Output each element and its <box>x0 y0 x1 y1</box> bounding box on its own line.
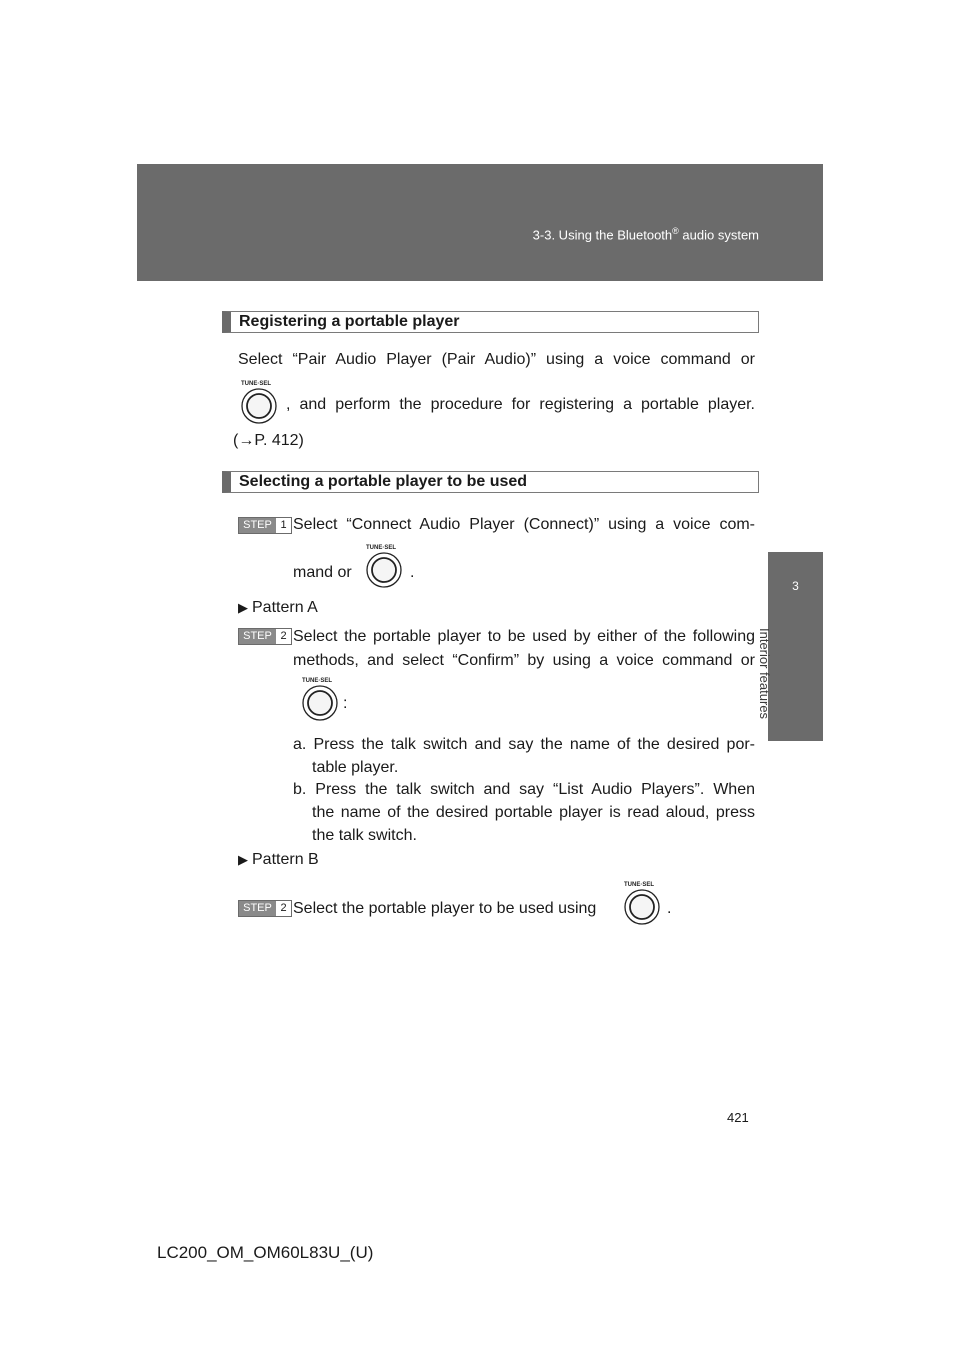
svg-text:TUNE·SEL: TUNE·SEL <box>302 678 332 684</box>
list-item-a-line-1: a. Press the talk switch and say the name of the desired por- <box>293 736 755 753</box>
step2a-line-1: Select the portable player to be used by either of the following <box>293 628 755 645</box>
step1-line-2: mand or <box>293 564 352 581</box>
svg-text:TUNE·SEL: TUNE·SEL <box>624 882 654 888</box>
heading-selecting: Selecting a portable player to be used <box>222 471 759 493</box>
triangle-right-icon: ▶ <box>238 600 248 615</box>
list-item-b-line-2: the name of the desired portable player is read aloud, press <box>312 804 755 821</box>
step2a-line-2: methods, and select “Confirm” by using a voice command or <box>293 652 755 669</box>
step-badge: STEP 2 <box>238 628 292 645</box>
arrow-right-icon: → <box>238 432 255 449</box>
tune-sel-knob-icon <box>622 879 662 927</box>
chapter-label: Interior features <box>757 628 772 720</box>
register-line-2: , and perform the procedure for registering a portable player. <box>286 396 755 413</box>
list-item-b-line-3: the talk switch. <box>312 827 417 844</box>
step-badge: STEP 2 <box>238 900 292 917</box>
chapter-header <box>137 164 823 281</box>
list-item-a-line-2: table player. <box>312 759 399 776</box>
tune-sel-knob-icon <box>364 542 404 590</box>
pattern-b: ▶ Pattern B <box>238 851 319 868</box>
tune-sel-knob-icon <box>239 378 279 426</box>
page-number: 421 <box>727 1110 749 1125</box>
step2a-colon: : <box>343 695 348 712</box>
triangle-right-icon: ▶ <box>238 852 248 867</box>
svg-text:TUNE·SEL: TUNE·SEL <box>241 381 271 387</box>
chapter-tab <box>768 552 823 741</box>
tune-sel-knob-icon <box>300 675 340 723</box>
step-badge: STEP 1 <box>238 517 292 534</box>
register-page-ref: (→P. 412) <box>233 432 304 449</box>
section-title: 3-3. Using the Bluetooth® audio system <box>532 226 759 243</box>
step2b-period: . <box>667 900 672 917</box>
chapter-number: 3 <box>792 579 799 593</box>
svg-text:TUNE·SEL: TUNE·SEL <box>366 545 396 551</box>
pattern-a: ▶ Pattern A <box>238 599 318 616</box>
step1-line-1: Select “Connect Audio Player (Connect)” using a voice com- <box>293 516 755 533</box>
heading-registering: Registering a portable player <box>222 311 759 333</box>
register-line-1: Select “Pair Audio Player (Pair Audio)” using a voice command or <box>238 351 755 368</box>
step1-period: . <box>410 564 415 581</box>
list-item-b-line-1: b. Press the talk switch and say “List Audio Players”. When <box>293 781 755 798</box>
document-code: LC200_OM_OM60L83U_(U) <box>157 1243 374 1262</box>
step2b-text: Select the portable player to be used using <box>293 900 597 917</box>
